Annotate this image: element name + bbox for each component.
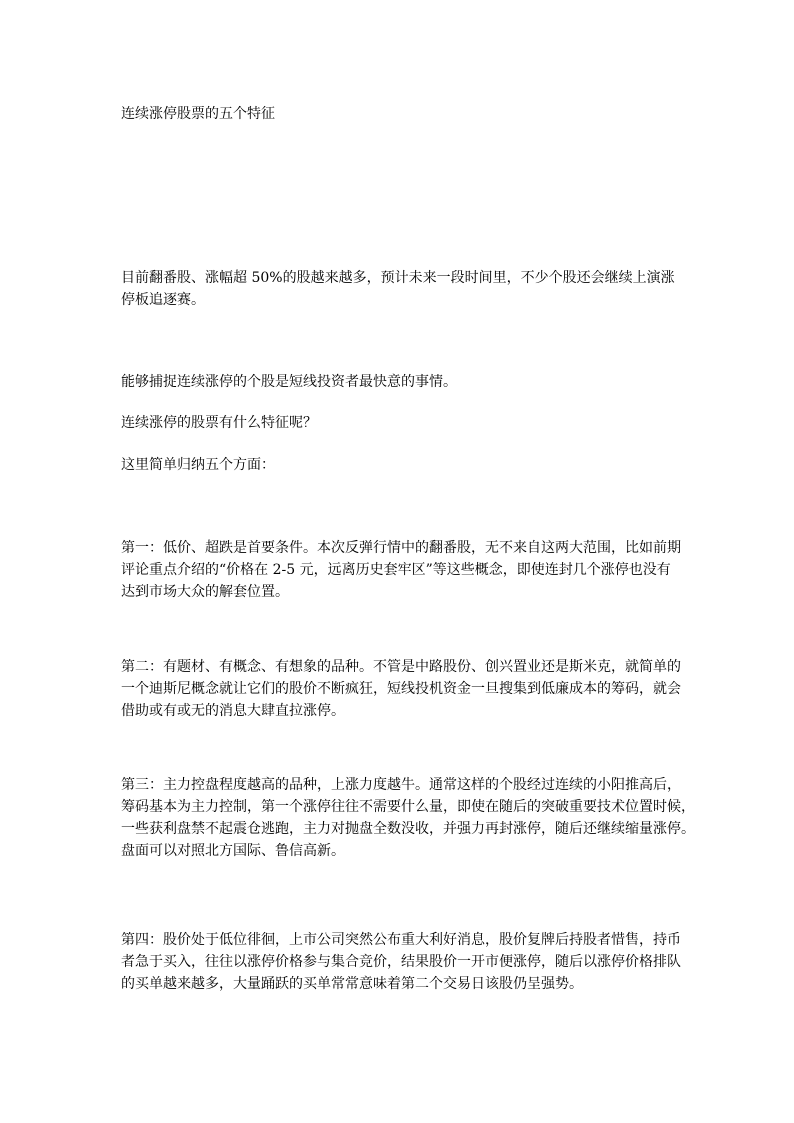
point-2-line: 借助或有或无的消息大肆直拉涨停。 [121, 703, 345, 719]
point-3-line: 第三：主力控盘程度越高的品种，上涨力度越牛。通常这样的个股经过连续的小阳推高后， [121, 777, 681, 793]
point-4-line: 第四：股价处于低位徘徊，上市公司突然公布重大利好消息，股价复牌后持股者惜售，持币 [121, 932, 681, 948]
point-2-paragraph [121, 656, 681, 722]
point-3-paragraph [121, 774, 695, 862]
point-2-line: 一个迪斯尼概念就让它们的股价不断疯狂，短线投机资金一旦搜集到低廉成本的筹码，就会 [121, 681, 681, 697]
point-4-line: 者急于买入，往往以涨停价格参与集合竞价，结果股价一开市便涨停，随后以涨停价格排队 [121, 954, 681, 970]
summary-line: 这里简单归纳五个方面： [121, 457, 275, 473]
question-line: 连续涨停的股票有什么特征呢？ [121, 415, 317, 431]
point-4-paragraph [121, 929, 681, 995]
point-3-line: 盘面可以对照北方国际、鲁信高新。 [121, 843, 345, 859]
intro-line: 目前翻番股、涨幅超 50%的股越来越多，预计未来一段时间里，不少个股还会继续上演涨 [121, 270, 675, 286]
intro-paragraph [121, 267, 681, 311]
intro-line: 停板追逐赛。 [121, 292, 205, 308]
point-1-paragraph [121, 537, 681, 603]
point-1-line: 第一：低价、超跌是首要条件。本次反弹行情中的翻番股，无不来自这两大范围，比如前期 [121, 540, 681, 556]
point-3-line: 一些获利盘禁不起震仓逃跑，主力对抛盘全数没收，并强力再封涨停，随后还继续缩量涨停。 [121, 821, 695, 837]
document-title: 连续涨停股票的五个特征 [121, 106, 275, 122]
point-4-line: 的买单越来越多，大量踊跃的买单常常意味着第二个交易日该股仍呈强势。 [121, 976, 583, 992]
point-3-line: 筹码基本为主力控制，第一个涨停往往不需要什么量，即使在随后的突破重要技术位置时候， [121, 799, 695, 815]
point-1-line: 达到市场大众的解套位置。 [121, 584, 289, 600]
point-2-line: 第二：有题材、有概念、有想象的品种。不管是中路股份、创兴置业还是斯米克，就简单的 [121, 659, 681, 675]
point-1-line: 评论重点介绍的“价格在 2-5 元，远离历史套牢区”等这些概念，即使连封几个涨停也没有 [121, 562, 671, 578]
capture-line: 能够捕捉连续涨停的个股是短线投资者最快意的事情。 [121, 374, 457, 390]
